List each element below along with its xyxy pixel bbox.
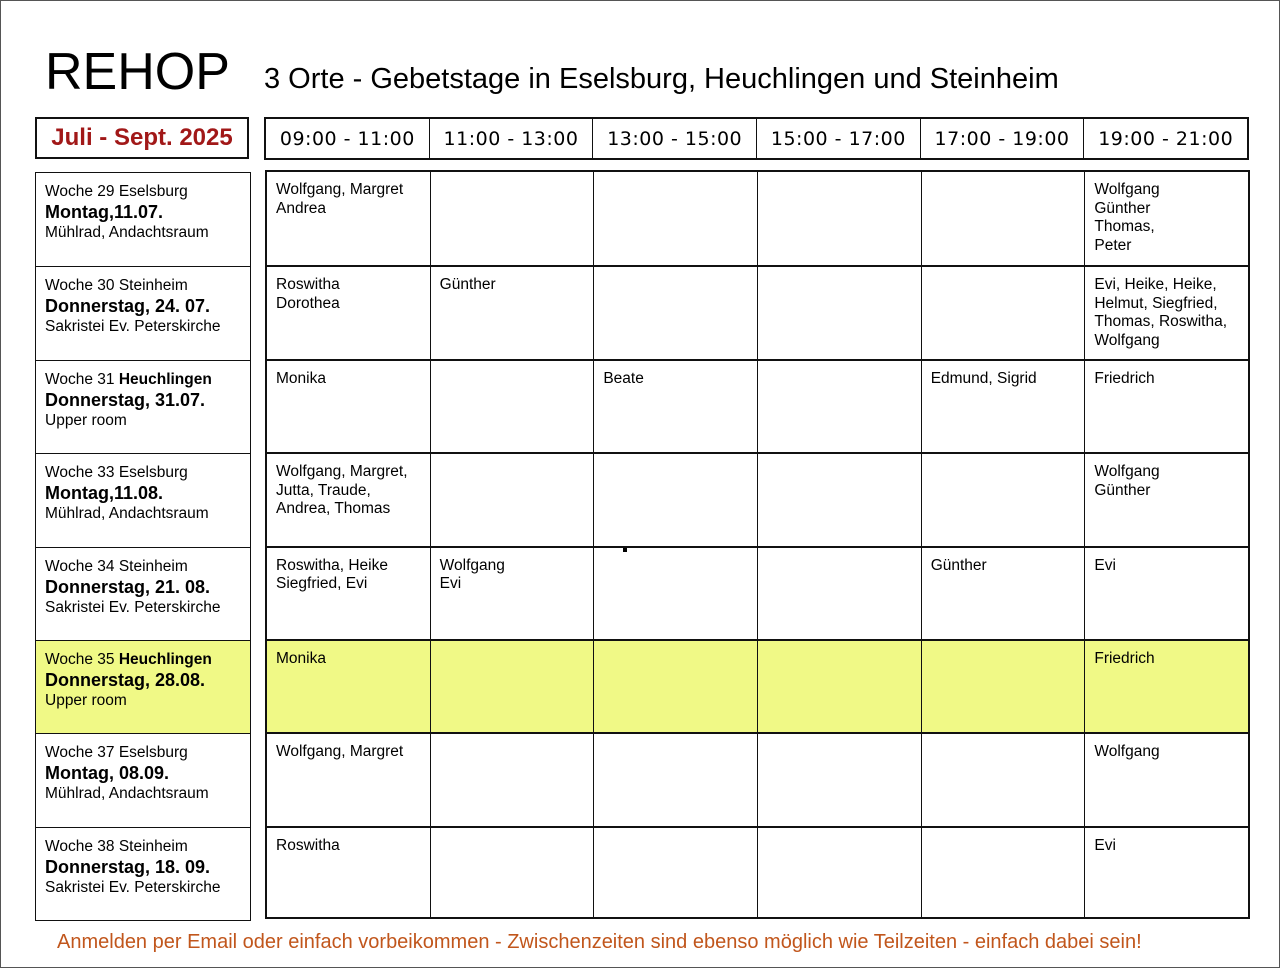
schedule-cell: Roswitha [276,836,340,854]
schedule-cell [757,267,921,358]
date-label: Montag, 08.09. [45,763,170,784]
schedule-cell [430,361,594,452]
time-slot-4: 15:00 - 17:00 [756,119,920,158]
day-column [35,172,251,921]
schedule-cell [757,641,921,732]
day-cell [36,547,250,640]
date-label: Donnerstag, 21. 08. [45,576,211,597]
date-label: Donnerstag, 18. 09. [45,856,211,877]
schedule-row [267,359,1248,452]
schedule-row-highlighted [267,639,1248,732]
schedule-cell [757,361,921,452]
schedule-cell [757,828,921,919]
place-label: Upper room [45,691,127,709]
schedule-cell [430,172,594,265]
schedule-row [267,826,1248,919]
schedule-cell: Friedrich [1084,361,1248,452]
schedule-cell [430,454,594,545]
schedule-cell [921,641,1085,732]
date-label: Montag,11.08. [45,483,164,504]
day-cell [36,733,250,826]
schedule-cell: Edmund, Sigrid [921,361,1085,452]
schedule-cell: Wolfgang [1084,734,1248,825]
schedule-cell [593,454,757,545]
schedule-cell [757,734,921,825]
week-label [45,650,250,670]
brand-title: REHOP [45,43,230,101]
place-label: Upper room [45,411,127,429]
week-location: Heuchlingen [118,370,212,388]
schedule-cell: Roswitha Dorothea [276,276,340,312]
schedule-cell [757,454,921,545]
day-cell-highlighted [36,640,250,733]
schedule-cell: Wolfgang Günther [1084,454,1248,545]
day-cell [36,173,250,266]
schedule-cell [921,828,1085,919]
day-cell [36,360,250,453]
day-cell [36,453,250,546]
week-label: Woche 34 Steinheim [45,557,188,575]
schedule-cell [593,734,757,825]
stray-dot [623,548,627,552]
schedule-cell: Friedrich [1084,641,1248,732]
schedule-cell [593,172,757,265]
schedule-cell [593,641,757,732]
week-label: Woche 37 Eselsburg [45,744,188,762]
week-label: Woche 38 Steinheim [45,837,188,855]
schedule-cell: Roswitha, Heike Siegfried, Evi [276,556,388,593]
week-number: Woche 31 [45,370,119,388]
time-slot-3: 13:00 - 15:00 [592,119,756,158]
schedule-cell: Günther [921,548,1085,639]
place-label: Mühlrad, Andachtsraum [45,785,209,803]
schedule-cell: Evi [1084,548,1248,639]
time-slot-header [264,117,1249,160]
schedule-cell: Evi, Heike, Heike, Helmut, Siegfried, Thomas, Roswitha, Wolfgang [1084,267,1248,358]
period-label: Juli - Sept. 2025 [35,117,249,159]
page-headline: 3 Orte - Gebetstage in Eselsburg, Heuchlingen und Steinheim [264,63,1059,95]
schedule-cell: Wolfgang Günther Thomas, Peter [1084,172,1248,265]
week-label: Woche 33 Eselsburg [45,464,188,482]
week-label: Woche 30 Steinheim [45,277,188,295]
date-label: Montag,11.07. [45,202,164,222]
schedule-cell: Monika [276,369,326,387]
place-label: Mühlrad, Andachtsraum [45,224,209,241]
date-label: Donnerstag, 28.08. [45,669,206,690]
place-label: Mühlrad, Andachtsraum [45,505,209,523]
footer-note: Anmelden per Email oder einfach vorbeikommen - Zwischenzeiten sind ebenso möglich wie Teilzeiten - einfach dabei sein! [57,931,1142,953]
week-label [45,370,250,390]
schedule-cell [921,734,1085,825]
schedule-cell [757,172,921,265]
schedule-row [267,265,1248,358]
schedule-cell: Wolfgang Evi [430,548,594,639]
week-location: Heuchlingen [118,650,212,668]
day-cell [36,266,250,359]
schedule-row [267,732,1248,825]
schedule-row [267,546,1248,639]
schedule-cell [593,828,757,919]
schedule-cell [921,267,1085,358]
week-number: Woche 35 [45,650,119,668]
time-slot-2: 11:00 - 13:00 [429,119,593,158]
schedule-cell: Wolfgang, Margret [276,743,404,761]
week-label: Woche 29 Eselsburg [45,183,188,200]
schedule-cell [757,548,921,639]
schedule-cell: Wolfgang, Margret Andrea [276,181,404,217]
schedule-cell [921,172,1085,265]
schedule-cell [430,641,594,732]
time-slot-6: 19:00 - 21:00 [1083,119,1247,158]
place-label: Sakristei Ev. Peterskirche [45,318,221,336]
date-label: Donnerstag, 24. 07. [45,296,211,317]
day-cell [36,827,250,920]
place-label: Sakristei Ev. Peterskirche [45,878,221,896]
schedule-cell: Wolfgang, Margret, Jutta, Traude, Andrea, Thomas [276,463,408,518]
schedule-cell: Monika [276,649,326,667]
date-label: Donnerstag, 31.07. [45,389,206,410]
time-slot-5: 17:00 - 19:00 [920,119,1084,158]
schedule-grid [265,170,1250,919]
schedule-cell [430,734,594,825]
schedule-cell: Evi [1084,828,1248,919]
schedule-cell [593,267,757,358]
schedule-row [267,172,1248,265]
schedule-cell: Günther [430,267,594,358]
schedule-cell [430,828,594,919]
place-label: Sakristei Ev. Peterskirche [45,598,221,616]
time-slot-1: 09:00 - 11:00 [279,127,415,150]
schedule-cell: Beate [593,361,757,452]
schedule-row [267,452,1248,545]
schedule-cell [921,454,1085,545]
schedule-cell [593,548,757,639]
